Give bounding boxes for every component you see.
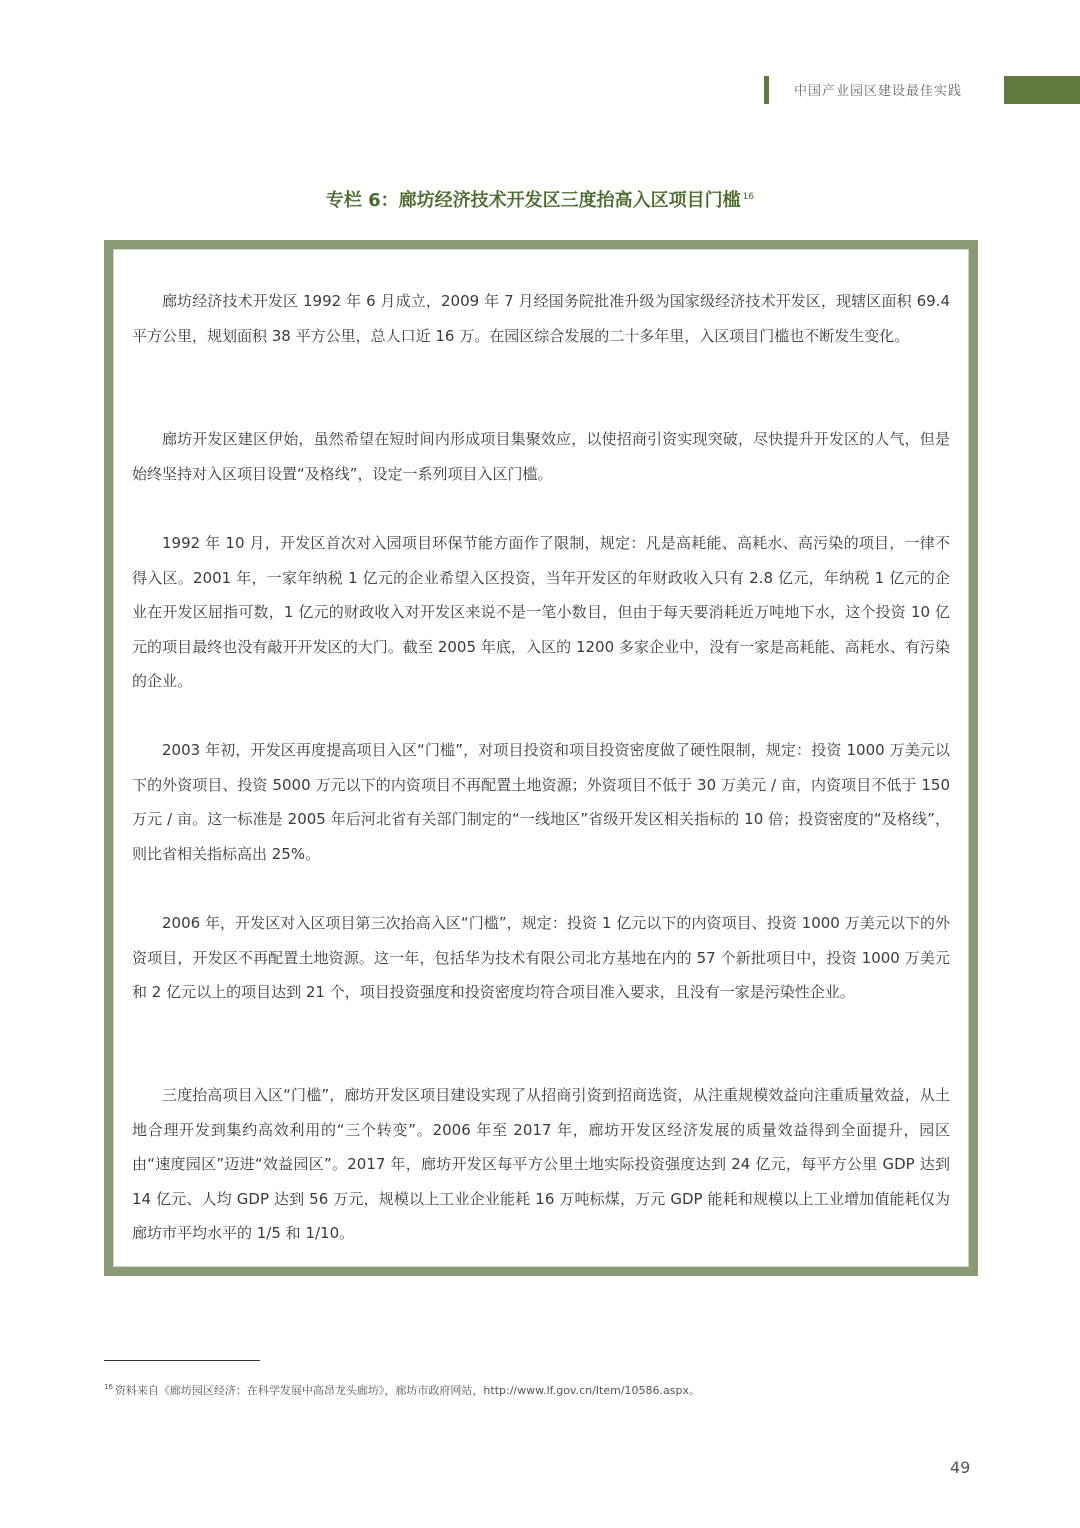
header-accent-bar [764, 76, 769, 104]
page-number: 49 [950, 1458, 971, 1477]
box-paragraph-2: 廊坊开发区建区伊始，虽然希望在短时间内形成项目集聚效应，以使招商引资实现突破，尽快提升开发区的人气，但是始终坚持对入区项目设置“及格线”，设定一系列项目入区门槛。 [132, 430, 950, 483]
box-title-footnote-ref: 16 [742, 192, 755, 202]
box-paragraph-4: 2003 年初，开发区再度提高项目入区“门槛”，对项目投资和项目投资密度做了硬性限制，规定：投资 1000 万美元以下的外资项目、投资 5000 万元以下的内资项目不再配置土地资源；外资项目不低于 30 万美元 / 亩，内资项目不低于 150 万元 / 亩。这一标准是 2005 年后河北省有关部门制定的“一线地区”省级开发区相关指标的 10 倍；投资密度的“及格线”，则比省相关指标高出 25%。 [132, 741, 950, 863]
box-paragraph-3: 1992 年 10 月，开发区首次对入园项目环保节能方面作了限制，规定：凡是高耗能、高耗水、高污染的项目，一律不得入区。2001 年，一家年纳税 1 亿元的企业希望入区投资，当年开发区的年财政收入只有 2.8 亿元，年纳税 1 亿元的企业在开发区屈指可数，1 亿元的财政收入对开发区来说不是一笔小数目，但由于每天要消耗近万吨地下水，这个投资 10 亿元的项目最终也没有敲开开发区的大门。截至 2005 年底，入区的 1200 多家企业中，没有一家是高耗能、高耗水、有污染的企业。 [132, 534, 950, 690]
box-paragraph-1: 廊坊经济技术开发区 1992 年 6 月成立，2009 年 7 月经国务院批准升级为国家级经济技术开发区，现辖区面积 69.4 平方公里，规划面积 38 平方公里，总人口近 16 万。在园区综合发展的二十多年里，入区项目门槛也不断发生变化。 [132, 292, 950, 345]
header-accent-block [1004, 76, 1080, 104]
box-title [0, 186, 1080, 212]
box-paragraph-6: 三度抬高项目入区“门槛”，廊坊开发区项目建设实现了从招商引资到招商选资，从注重规模效益向注重质量效益，从土地合理开发到集约高效利用的“三个转变”。2006 年至 2017 年，廊坊开发区经济发展的质量效益得到全面提升，园区由“速度园区”迈进“效益园区”。2017 年，廊坊开发区每平方公里土地实际投资强度达到 24 亿元，每平方公里 GDP 达到 14 亿元、人均 GDP 达到 56 万元，规模以上工业企业能耗 16 万吨标煤，万元 GDP 能耗和规模以上工业增加值能耗仅为廊坊市平均水平的 1/5 和 1/10。 [132, 1086, 950, 1242]
footnote-divider [104, 1360, 260, 1361]
footnote-marker: 16 [104, 1383, 113, 1392]
footnote-text: 资料来自《廊坊园区经济：在科学发展中高昂龙头廊坊》，廊坊市政府网站，http://www.lf.gov.cn/Item/10586.aspx。 [114, 1384, 701, 1397]
box-paragraph-5: 2006 年，开发区对入区项目第三次抬高入区“门槛”，规定：投资 1 亿元以下的内资项目、投资 1000 万美元以下的外资项目，开发区不再配置土地资源。这一年，包括华为技术有限公司北方基地在内的 57 个新批项目中，投资 1000 万美元和 2 亿元以上的项目达到 21 个，项目投资强度和投资密度均符合项目准入要求，且没有一家是污染性企业。 [132, 914, 950, 1001]
box-title-text: 专栏 6：廊坊经济技术开发区三度抬高入区项目门槛 [325, 190, 741, 211]
footnote [104, 1382, 700, 1398]
running-header-title: 中国产业园区建设最佳实践 [794, 84, 963, 99]
